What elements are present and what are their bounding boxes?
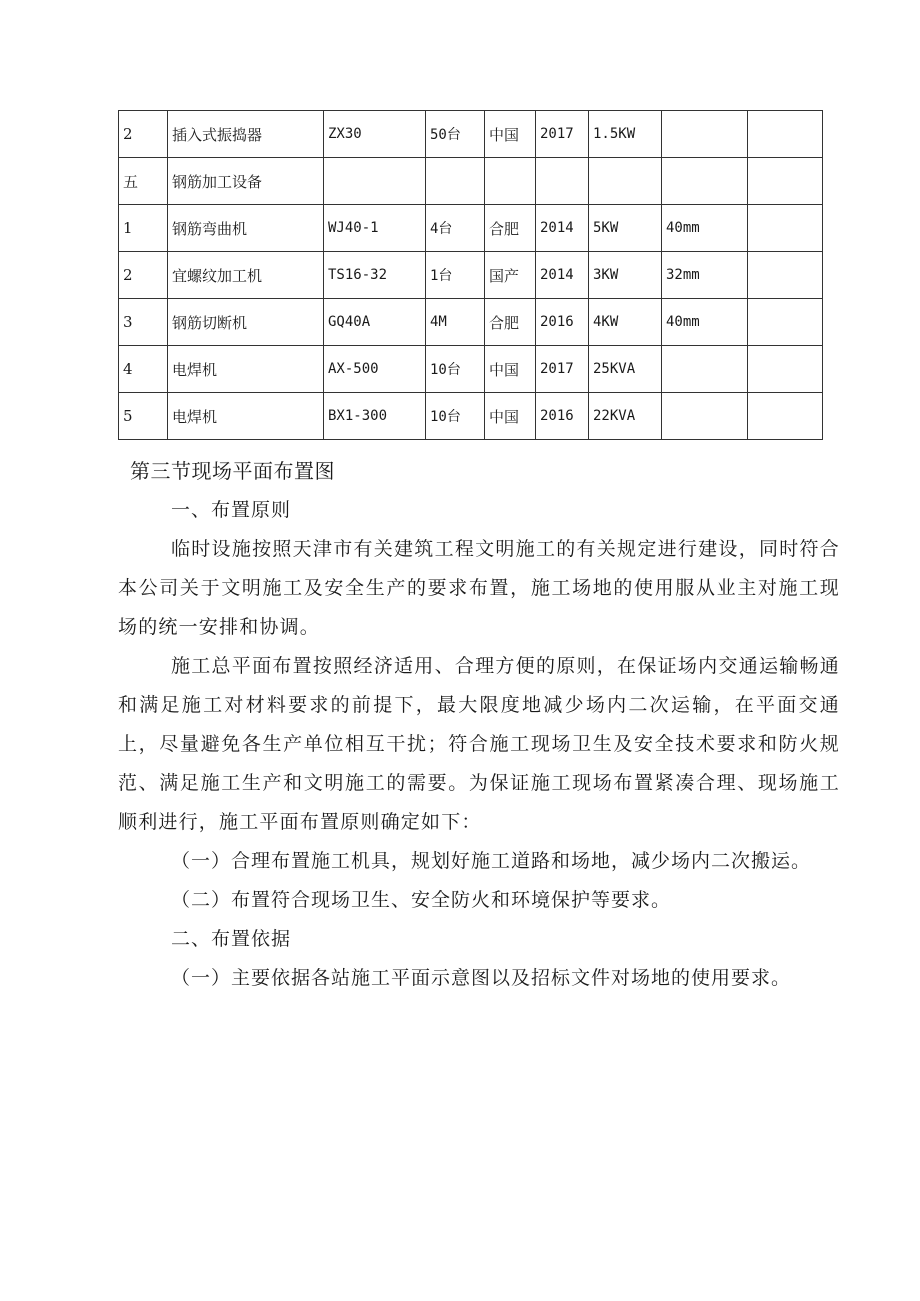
- cell-power: 25KVA: [589, 346, 662, 393]
- cell-year: [536, 158, 589, 205]
- cell-power: 22KVA: [589, 393, 662, 440]
- cell-capacity: [662, 346, 748, 393]
- cell-index: 1: [119, 205, 168, 252]
- heading-layout-basis: 二、布置依据: [171, 928, 292, 950]
- cell-capacity: [662, 158, 748, 205]
- section-title: 第三节现场平面布置图: [130, 459, 335, 483]
- cell-index: 2: [119, 111, 168, 158]
- cell-quantity: 4台: [426, 205, 485, 252]
- body-text: [118, 452, 840, 998]
- table-row: [119, 158, 823, 205]
- cell-remark: [748, 158, 823, 205]
- heading-layout-principles: 一、布置原则: [171, 499, 292, 521]
- cell-remark: [748, 252, 823, 299]
- cell-power: [589, 158, 662, 205]
- table-row: [119, 393, 823, 440]
- cell-model: TS16-32: [324, 252, 426, 299]
- cell-origin: [485, 158, 536, 205]
- cell-model: BX1-300: [324, 393, 426, 440]
- cell-model: WJ40-1: [324, 205, 426, 252]
- cell-index: 五: [119, 158, 168, 205]
- table-row: [119, 205, 823, 252]
- cell-capacity: [662, 393, 748, 440]
- cell-power: 1.5KW: [589, 111, 662, 158]
- cell-model: ZX30: [324, 111, 426, 158]
- cell-name: 插入式振捣器: [168, 111, 324, 158]
- cell-remark: [748, 346, 823, 393]
- cell-capacity: 40mm: [662, 299, 748, 346]
- cell-index: 3: [119, 299, 168, 346]
- cell-model: GQ40A: [324, 299, 426, 346]
- paragraph-general-layout: 施工总平面布置按照经济适用、合理方便的原则，在保证场内交通运输畅通和满足施工对材料要求的前提下，最大限度地减少场内二次运输，在平面交通上，尽量避免各生产单位相互干扰；符合施工现场卫生及安全技术要求和防火规范、满足施工生产和文明施工的需要。为保证施工现场布置紧凑合理、现场施工顺利进行，施工平面布置原则确定如下：: [118, 655, 840, 833]
- cell-year: 2017: [536, 111, 589, 158]
- cell-origin: 合肥: [485, 299, 536, 346]
- cell-origin: 国产: [485, 252, 536, 299]
- cell-remark: [748, 299, 823, 346]
- table-row: [119, 111, 823, 158]
- table-row: [119, 346, 823, 393]
- cell-name: 钢筋切断机: [168, 299, 324, 346]
- cell-quantity: 1台: [426, 252, 485, 299]
- cell-origin: 中国: [485, 111, 536, 158]
- cell-power: 4KW: [589, 299, 662, 346]
- cell-quantity: 50台: [426, 111, 485, 158]
- cell-quantity: 10台: [426, 346, 485, 393]
- cell-name: 电焊机: [168, 346, 324, 393]
- cell-origin: 中国: [485, 346, 536, 393]
- cell-name: 宜螺纹加工机: [168, 252, 324, 299]
- list-item-principle-2: （二）布置符合现场卫生、安全防火和环境保护等要求。: [171, 889, 672, 911]
- cell-power: 3KW: [589, 252, 662, 299]
- cell-year: 2016: [536, 393, 589, 440]
- cell-remark: [748, 111, 823, 158]
- cell-year: 2016: [536, 299, 589, 346]
- cell-year: 2017: [536, 346, 589, 393]
- cell-origin: 合肥: [485, 205, 536, 252]
- cell-remark: [748, 393, 823, 440]
- table-row: [119, 252, 823, 299]
- cell-capacity: [662, 111, 748, 158]
- cell-capacity: 32mm: [662, 252, 748, 299]
- cell-name: 电焊机: [168, 393, 324, 440]
- list-item-basis-1: （一）主要依据各站施工平面示意图以及招标文件对场地的使用要求。: [171, 967, 792, 989]
- cell-power: 5KW: [589, 205, 662, 252]
- list-item-principle-1: （一）合理布置施工机具，规划好施工道路和场地，减少场内二次搬运。: [171, 850, 812, 872]
- cell-name: 钢筋弯曲机: [168, 205, 324, 252]
- cell-name: 钢筋加工设备: [168, 158, 324, 205]
- cell-year: 2014: [536, 252, 589, 299]
- paragraph-temporary-facilities: 临时设施按照天津市有关建筑工程文明施工的有关规定进行建设，同时符合本公司关于文明施工及安全生产的要求布置，施工场地的使用服从业主对施工现场的统一安排和协调。: [118, 538, 840, 638]
- cell-quantity: [426, 158, 485, 205]
- equipment-table: [118, 110, 823, 440]
- cell-quantity: 4M: [426, 299, 485, 346]
- cell-origin: 中国: [485, 393, 536, 440]
- cell-index: 4: [119, 346, 168, 393]
- cell-capacity: 40mm: [662, 205, 748, 252]
- cell-model: AX-500: [324, 346, 426, 393]
- cell-year: 2014: [536, 205, 589, 252]
- cell-index: 5: [119, 393, 168, 440]
- cell-model: [324, 158, 426, 205]
- cell-quantity: 10台: [426, 393, 485, 440]
- cell-remark: [748, 205, 823, 252]
- table-row: [119, 299, 823, 346]
- cell-index: 2: [119, 252, 168, 299]
